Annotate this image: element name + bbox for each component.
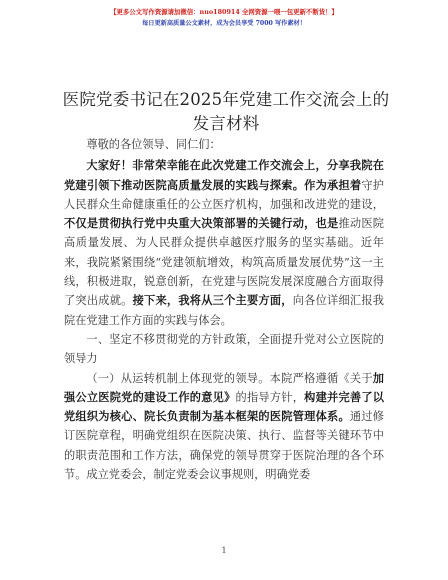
- promo-banner-line1: 【更多公文写作资源请加微信：nuo180914 全网资源一喂一包更新不断货！】: [110, 8, 338, 16]
- text-run: 构建并完善了以党组织为核心、院长负责制为基本框架的医院管理体系。: [64, 389, 384, 424]
- text-run: （一）从运转机制上体现党的领导。本院严格遵循《关于: [86, 371, 373, 385]
- text-run: 推动医院高质量发展、为人民群众提供卓越医疗服务的坚实基础。近年来，我院紧紧围绕“党建领航增效，构筑高质量发展优势”这一主线，积极进取，锐意创新，在党建与医院发展深度融合方面取得了突出成就。: [64, 217, 384, 308]
- text-run: 不仅是贯彻执行党中央重大决策部署的关键行动，也是: [64, 216, 339, 231]
- text-run: 通过修订医院章程，明确党组织在医院决策、执行、监督等关键环节中的职责范围和工作方法，确保党的领导贯穿于医院治理的各个环节。成立党委会，制定党委会议事规则，明确党委: [64, 410, 384, 482]
- salutation: 尊敬的各位领导、同仁们：: [86, 138, 221, 151]
- text-run: 大家好！非常荣幸能在此次党建工作交流会上，分享我院在党建引领下推动医院高质量发展的实践与探索。作为承担着: [64, 158, 384, 192]
- text-run: 的指导方针，: [235, 390, 305, 404]
- document-title: 医院党委书记在2025年党建工作交流会上的发言材料: [62, 90, 390, 133]
- text-run: 守护人民群众生命健康重任的公立医疗机构，加强和改进党的建设，: [64, 178, 384, 211]
- text-run: 向各位详细汇报我院在党建工作方面的实践与体会。: [64, 294, 384, 327]
- section-heading-1: 一、坚定不移贯彻党的方针政策，全面提升党对公立医院的领导力: [64, 332, 384, 366]
- promo-banner-line2: 每日更新高质量公文素材，成为会员享受 7000 写作素材！: [142, 20, 306, 27]
- paragraph-opening: [64, 156, 384, 330]
- text-run: 接下来，我将从三个主要方面，: [132, 293, 293, 308]
- paragraph-subsection-1: [64, 369, 384, 485]
- promo-banner: [0, 6, 448, 30]
- page-number: 1: [221, 546, 227, 555]
- text-run: 加强公立医院党的建设工作的意见》: [64, 370, 384, 404]
- document-body: [64, 135, 384, 484]
